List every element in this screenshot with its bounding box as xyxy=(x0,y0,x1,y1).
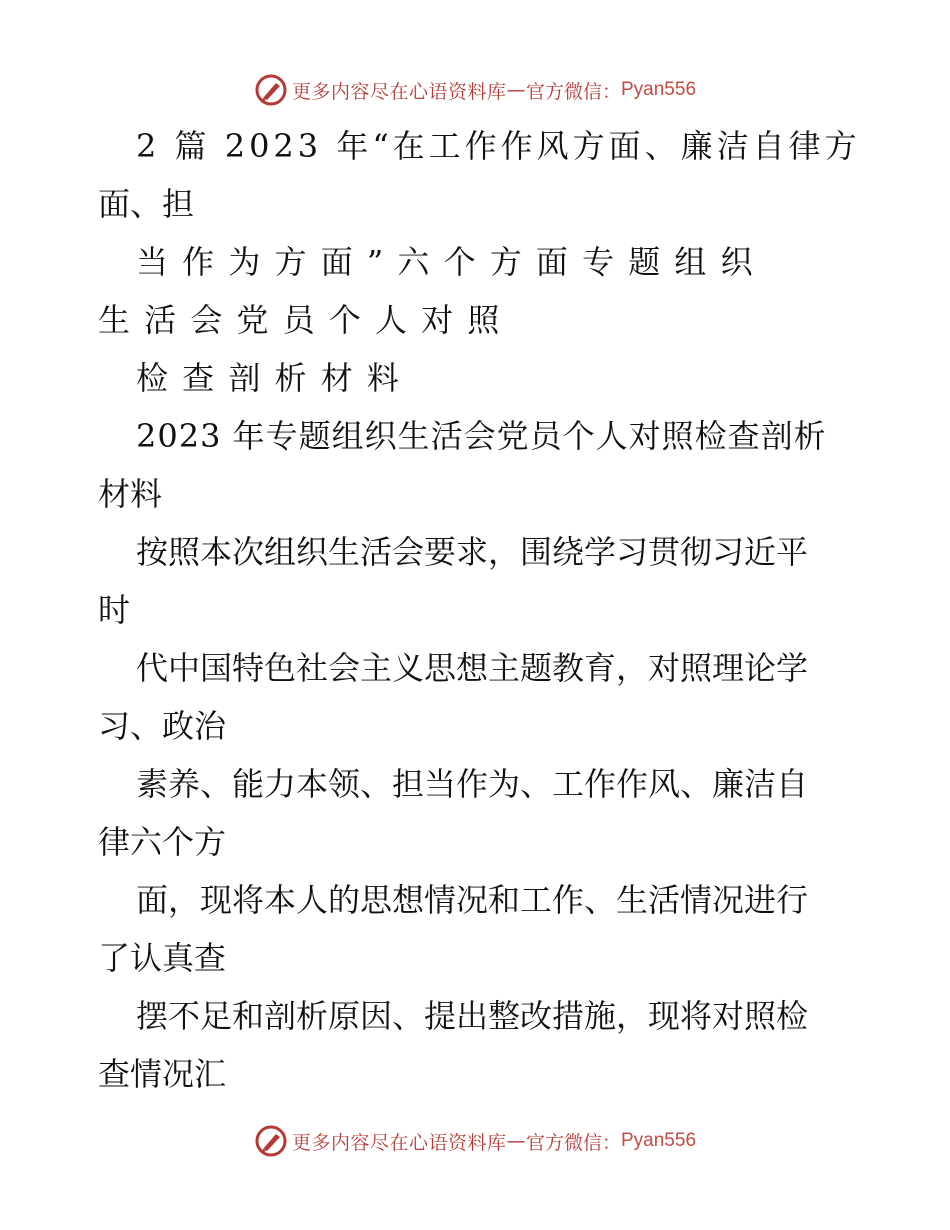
title-line-5: 检 查 剖 析 材 料 xyxy=(136,359,401,397)
paragraph-line-10: 了认真查 xyxy=(98,939,227,977)
watermark-text: 更多内容尽在心语资料库 xyxy=(291,1131,507,1154)
document-body xyxy=(0,117,950,1103)
paragraph-line-9: 面，现将本人的思想情况和工作、生活情况进行 xyxy=(136,881,809,919)
paragraph-line-2: 材料 xyxy=(98,475,163,513)
paragraph-line-3: 按照本次组织生活会要求，围绕学习贯彻习近平 xyxy=(136,533,809,571)
watermark-dash: — xyxy=(506,79,526,101)
paragraph-line-11: 摆不足和剖析原因、提出整改措施，现将对照检 xyxy=(136,997,809,1035)
wechat-label: 官方微信： xyxy=(525,80,621,103)
title-line-3: 当 作 为 方 面 ” 六 个 方 面 专 题 组 织 xyxy=(136,243,755,281)
pen-logo-icon xyxy=(254,73,288,107)
paragraph-line-5: 代中国特色社会主义思想主题教育，对照理论学 xyxy=(136,649,809,687)
wechat-id: Pyan556 xyxy=(621,1130,697,1151)
paragraph-line-8: 律六个方 xyxy=(98,823,227,861)
paragraph-line-7: 素养、能力本领、担当作为、工作作风、廉洁自 xyxy=(136,765,809,803)
paragraph-line-6: 习、政治 xyxy=(98,707,227,745)
watermark-dash: — xyxy=(506,1130,526,1152)
wechat-label: 官方微信： xyxy=(525,1131,621,1154)
footer-watermark xyxy=(0,1121,950,1161)
title-line-1: 2 篇 2023 年“在工作作风方面、廉洁自律方 xyxy=(136,127,861,165)
title-line-4: 生 活 会 党 员 个 人 对 照 xyxy=(98,301,502,339)
title-line-2: 面、担 xyxy=(98,185,195,223)
paragraph-line-4: 时 xyxy=(98,591,131,629)
header-watermark xyxy=(0,70,950,110)
paragraph-line-1: 2023 年专题组织生活会党员个人对照检查剖析 xyxy=(136,417,827,455)
paragraph-line-12: 查情况汇 xyxy=(98,1055,227,1093)
wechat-id: Pyan556 xyxy=(621,79,697,100)
watermark-text: 更多内容尽在心语资料库 xyxy=(291,80,507,103)
pen-logo-icon xyxy=(254,1124,288,1158)
